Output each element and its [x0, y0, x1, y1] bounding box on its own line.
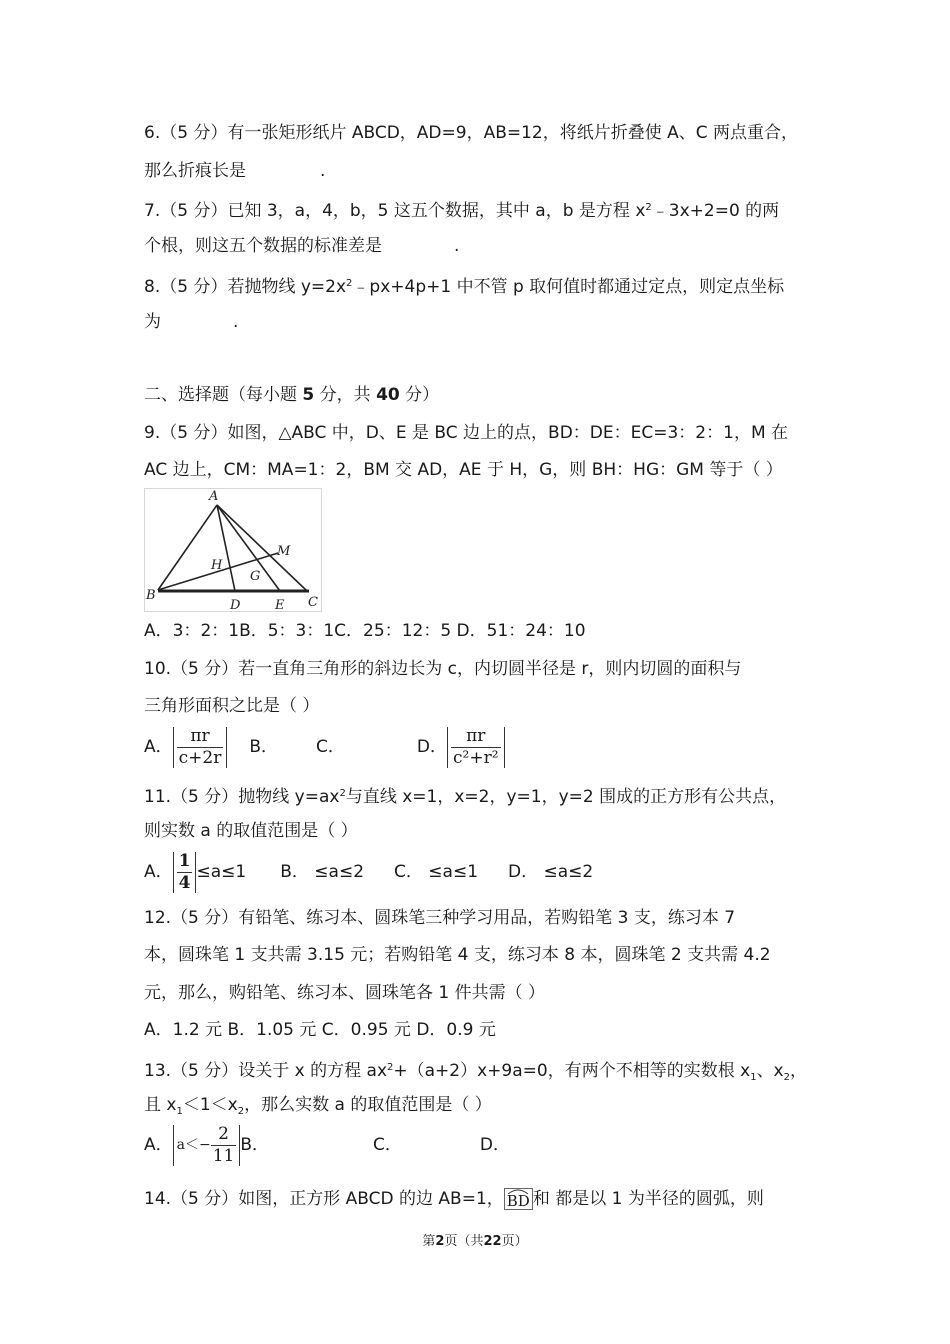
q12-line1: 12.（5 分）有铅笔、练习本、圆珠笔三种学习用品，若购铅笔 3 支，练习本 7 [144, 908, 736, 928]
q8-line1: 8.（5 分）若抛物线 $y=2x^2﹣px+4p+1$ 中不管 p 取何值时都通过定点，则定点坐标 [144, 277, 785, 297]
q11-line1: 11.（5 分）抛物线 $y=ax^2$与直线 x=1，x=2，y=1，y=2 围成的正方形有公共点， [144, 787, 787, 807]
q11-fraction-a: $\frac{1}{4}$ [173, 852, 197, 893]
q7-line2: 个根，则这五个数据的标准差是 . [144, 236, 460, 256]
q9-options: A．3：2：1B．5：3：1C．25：12：5 D．51：24：10 [144, 621, 586, 641]
q12-line3: 元，那么，购铅笔、练习本、圆珠笔各 1 件共需（ ） [144, 983, 546, 1003]
q14-line1: 14.（5 分）如图，正方形 ABCD 的边 AB=1， BD 和 都是以 1 为半径的圆弧，则 [144, 1189, 764, 1210]
q10-line2: 三角形面积之比是（ ） [144, 696, 320, 716]
q11-options: A． $\frac{1}{4}$ ≤a≤1 B． ≤a≤2 C． ≤a≤1 D． ≤a≤2 [144, 850, 594, 893]
q10-line1: 10.（5 分）若一直角三角形的斜边长为 c，内切圆半径是 r，则内切圆的面积与 [144, 659, 742, 679]
q10-options: A． $\frac{\pi r}{c+2r}$ B． C． D． $\frac{\pi r}{\text{c²+r²}}$ [144, 724, 505, 774]
triangle-figure [144, 488, 322, 612]
label-E: E [275, 598, 285, 611]
q6-end: . [320, 161, 326, 181]
label-M: M [277, 544, 291, 559]
q6-line2 [144, 160, 325, 182]
q10-fraction-a: $\frac{\pi r}{c+2r}$ [173, 727, 228, 768]
page-footer: 第2页（共22页） [422, 1234, 528, 1249]
label-C: C [308, 595, 318, 610]
q11-line2: 则实数 a 的取值范围是（ ） [144, 821, 358, 841]
triangle-diagram [145, 489, 321, 611]
q9-line1: 9.（5 分）如图，△ABC 中，D、E 是 BC 边上的点，BD：DE：EC=3：2：1，M 在 [144, 423, 789, 443]
label-D: D [230, 598, 241, 611]
q13-line1: 13.（5 分）设关于 x 的方程 $ax^2+(a+2)x+9a=0$，有两个不相等的实数根 $x_1$、$x_2$， [144, 1061, 807, 1083]
label-A: A [209, 489, 219, 504]
label-G: G [250, 569, 261, 584]
label-B: B [146, 588, 156, 603]
q13-line2: 且 $x_1<1<x_2$，那么实数 a 的取值范围是（ ） [144, 1095, 492, 1117]
section-heading: 二、选择题（每小题 5 分，共 40 分） [144, 385, 440, 405]
q12-options: A．1.2 元 B．1.05 元 C．0.95 元 D．0.9 元 [144, 1020, 496, 1040]
q9-line2: AC 边上，CM：MA=1：2，BM 交 AD，AE 于 H，G，则 BH：HG：GM 等于（ ） [144, 460, 783, 480]
q13-fraction-a: a＜− $\frac{2}{11}$ [173, 1125, 241, 1166]
q8-line2: 为 . [144, 312, 239, 332]
q6-line1: 6.（5 分）有一张矩形纸片 ABCD，AD=9，AB=12，将纸片折叠使 A、C 两点重合， [144, 123, 799, 143]
q7-line1: 7.（5 分）已知 3，a，4，b，5 这五个数据，其中 a，b 是方程 $x^2﹣3x+2=0$ 的两 [144, 201, 780, 221]
arc-icon [507, 1188, 529, 1194]
q12-line2: 本，圆珠笔 1 支共需 3.15 元；若购铅笔 4 支，练习本 8 本，圆珠笔 2 支共需 4.2 [144, 945, 771, 965]
arc-bd-symbol: BD [504, 1188, 533, 1210]
q6-text: 那么折痕长是 [144, 161, 246, 181]
label-H: H [211, 558, 223, 573]
q13-options: A． a＜− $\frac{2}{11}$ B． C． D． [144, 1123, 510, 1166]
q10-fraction-d: $\frac{\pi r}{\text{c²+r²}}$ [447, 727, 505, 768]
